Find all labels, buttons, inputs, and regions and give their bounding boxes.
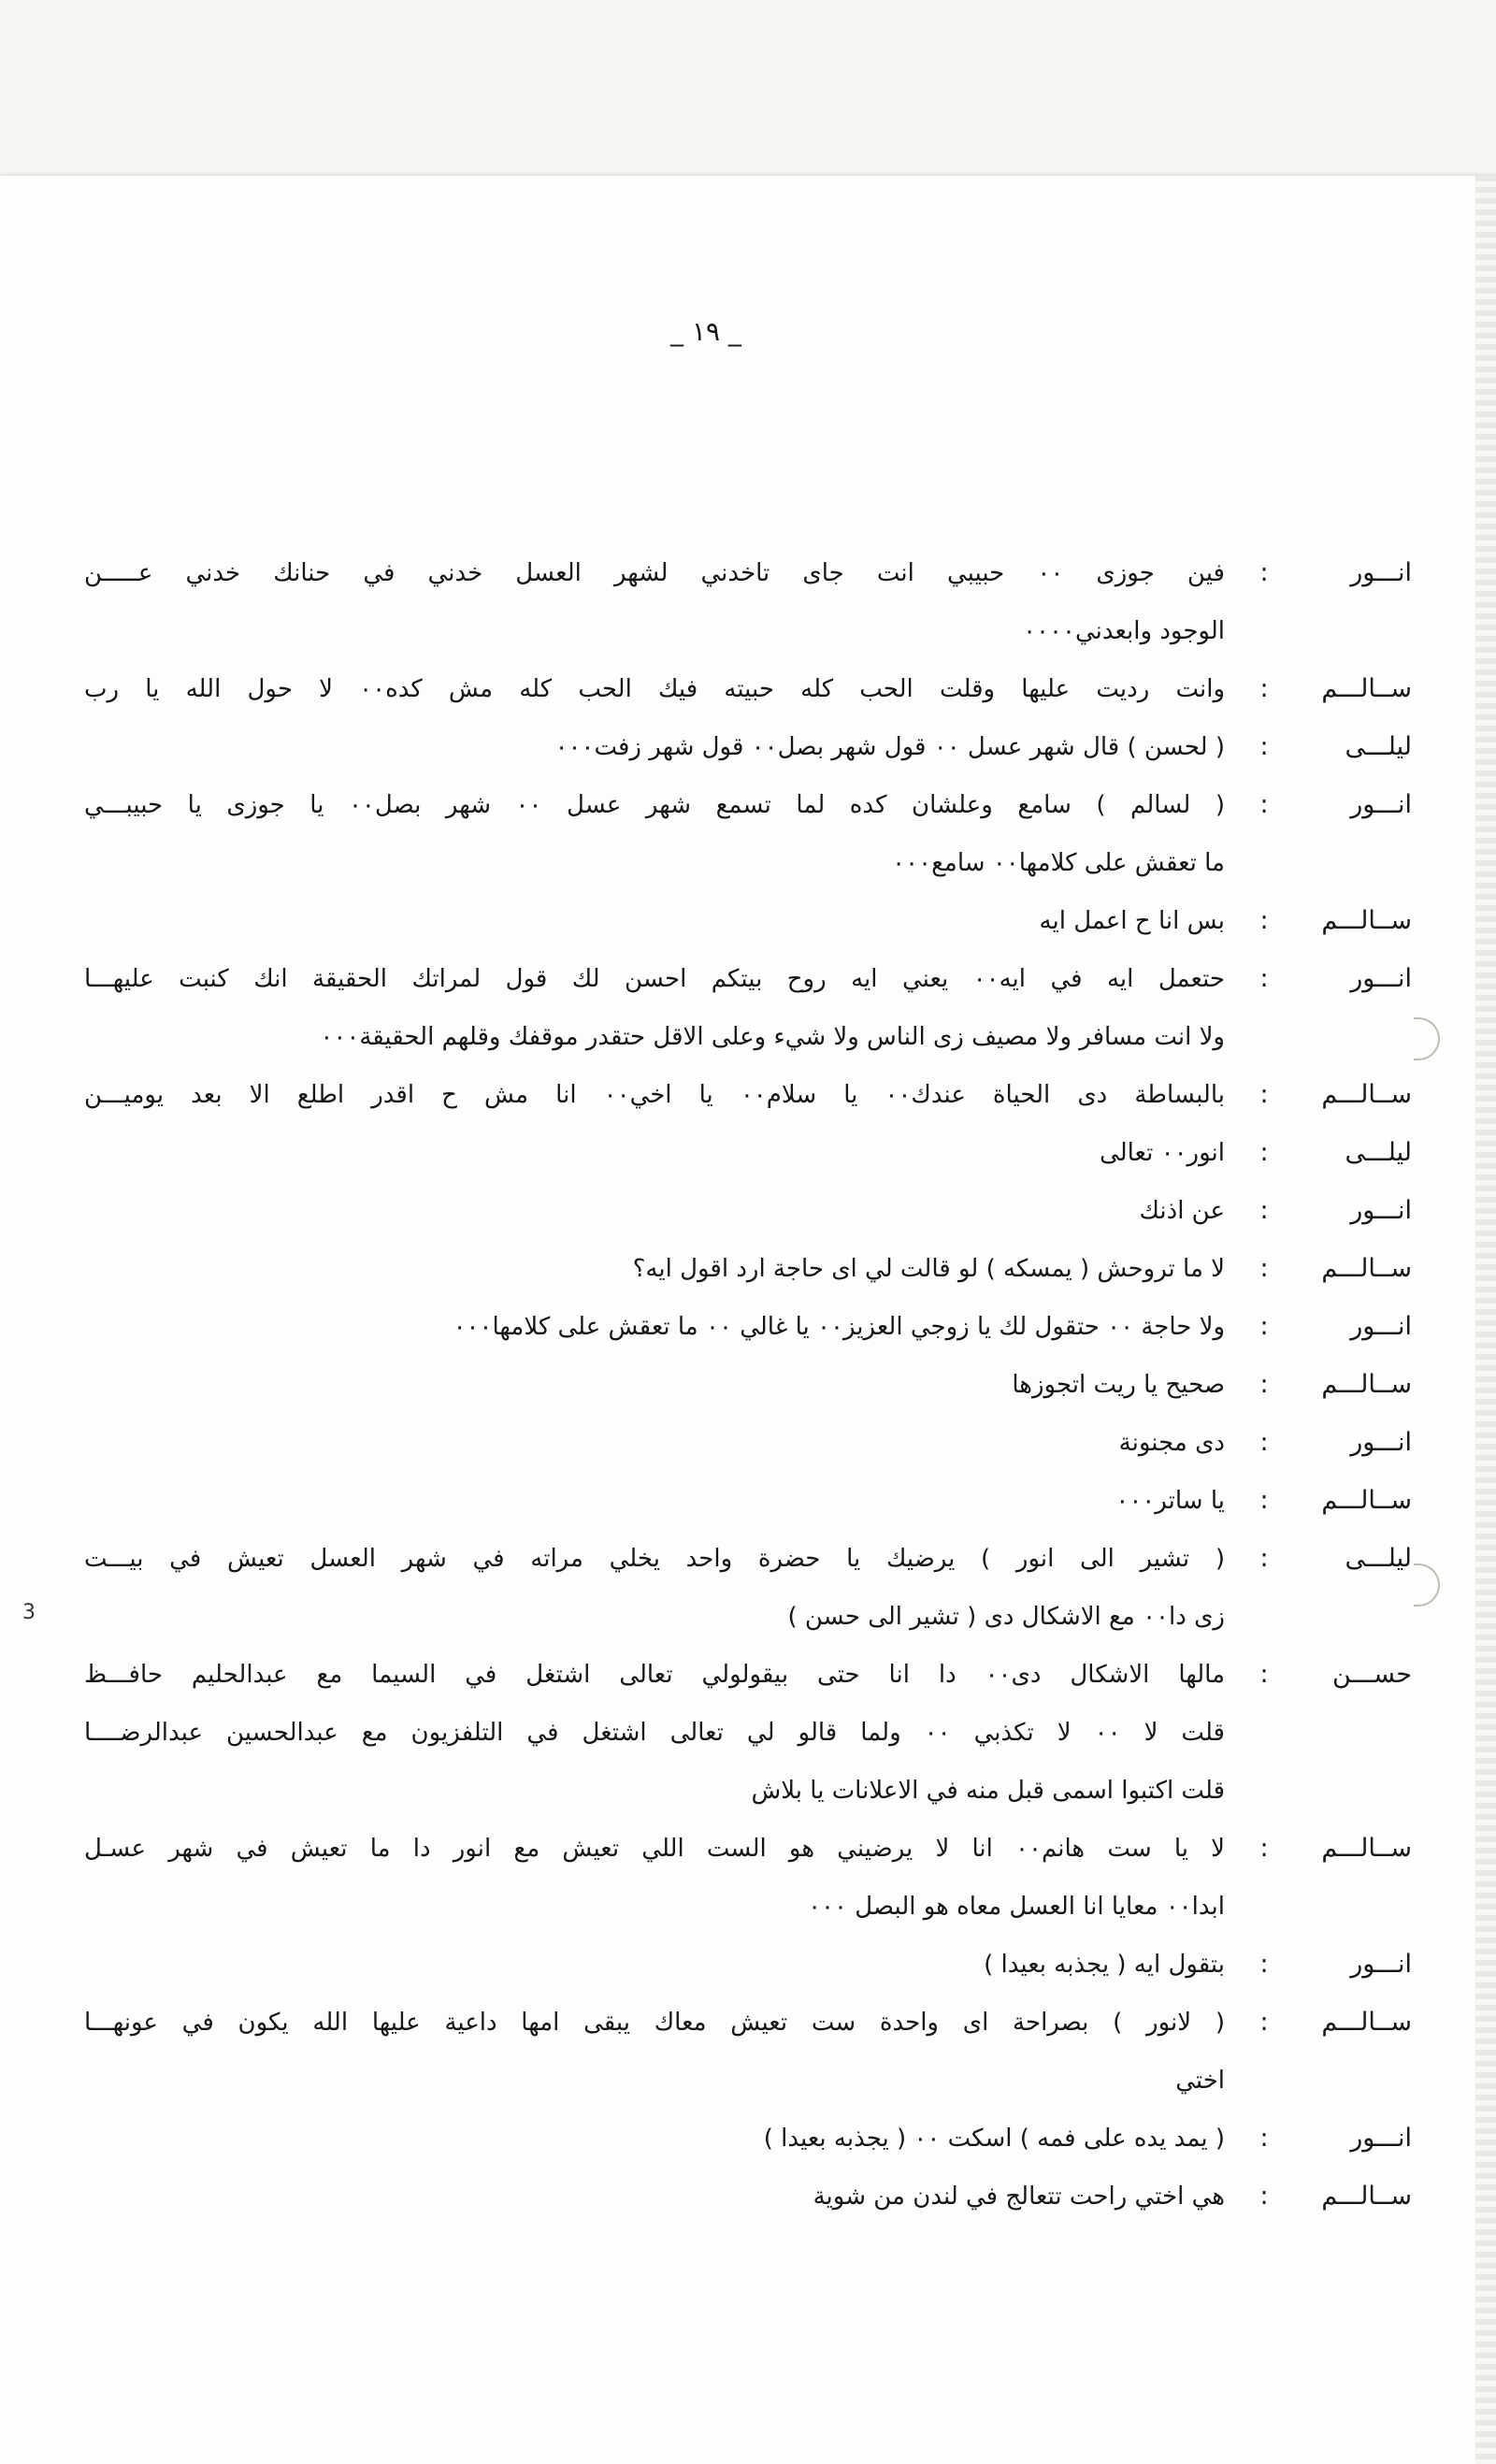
dialogue-text: لا ما تروحش ( يمسكه ) لو قالت لي اى حاجة ارد اقول ايه؟	[632, 1255, 1225, 1283]
dialogue-text: ولا انت مسافر ولا مصيف زى الناس ولا شيء وعلى الاقل حتقدر موقفك وقلهم الحقيقة٠٠٠	[320, 1023, 1225, 1051]
speaker-colon: :	[1259, 1950, 1269, 1979]
dialogue-text: وانت رديت عليها وقلت الحب كله حبيته فيك الحب كله مش كده٠٠ لا حول الله يا رب	[84, 675, 1225, 703]
speaker-name: ليلـــى	[1345, 1544, 1412, 1573]
dialogue-line	[84, 1472, 1412, 1530]
speaker-name: ســالـــم	[1321, 1486, 1412, 1515]
dialogue-text: ( لسالم ) سامع وعلشان كده لما تسمع شهر عسل ٠٠ شهر بصل٠٠ يا جوزى يا حبيبـــي	[84, 791, 1225, 819]
dialogue-text: بس انا ح اعمل ايه	[1039, 907, 1225, 935]
dialogue-line	[84, 1182, 1412, 1240]
dialogue-text: ( لحسن ) قال شهر عسل ٠٠ قول شهر بصل٠٠ قول شهر زفت٠٠٠	[554, 733, 1225, 761]
dialogue-text: اختي	[1175, 2067, 1225, 2095]
speaker-colon: :	[1259, 1834, 1269, 1863]
dialogue-text: انور٠٠ تعالى	[1100, 1139, 1225, 1167]
speaker-name: ســالـــم	[1321, 2008, 1412, 2037]
dialogue-line	[84, 1414, 1412, 1472]
dialogue-text: ابدا٠٠ معايا انا العسل معاه هو البصل ٠٠٠	[808, 1893, 1225, 1921]
dialogue-line	[84, 660, 1412, 718]
dialogue-line	[84, 1588, 1412, 1646]
dialogue-line	[84, 1066, 1412, 1124]
speaker-name: انـــور	[1350, 1950, 1412, 1979]
speaker-colon: :	[1259, 1544, 1269, 1573]
speaker-name: انـــور	[1350, 1312, 1412, 1341]
dialogue-line	[84, 834, 1412, 892]
speaker-colon: :	[1259, 2008, 1269, 2037]
dialogue-text: بتقول ايه ( يجذبه بعيدا )	[984, 1951, 1225, 1979]
speaker-colon: :	[1259, 1254, 1269, 1283]
dialogue-line	[84, 776, 1412, 834]
speaker-name: انـــور	[1350, 1196, 1412, 1225]
dialogue-text: الوجود وابعدني٠٠٠٠	[1023, 617, 1225, 645]
dialogue-line	[84, 1530, 1412, 1588]
speaker-name: ســالـــم	[1321, 1254, 1412, 1283]
dialogue-text: فين جوزى ٠٠ حبيبي انت جاى تاخدني لشهر العسل خدني في حنانك خدني عـــــن	[84, 559, 1225, 587]
dialogue-text: ما تعقش على كلامها٠٠ سامع٠٠٠	[892, 849, 1225, 877]
speaker-colon: :	[1259, 2124, 1269, 2153]
dialogue-text: زى دا٠٠ مع الاشكال دى ( تشير الى حسن )	[787, 1603, 1225, 1631]
margin-mark: 3	[22, 1601, 36, 1624]
speaker-colon: :	[1259, 1312, 1269, 1341]
speaker-colon: :	[1259, 964, 1269, 993]
dialogue-line	[84, 1646, 1412, 1704]
dialogue-text: ( لانور ) بصراحة اى واحدة ست تعيش معاك يبقى امها داعية عليها الله يكون في عونهـــا	[84, 2009, 1225, 2037]
dialogue-line	[84, 1704, 1412, 1762]
speaker-name: انـــور	[1350, 1428, 1412, 1457]
speaker-name: انـــور	[1350, 558, 1412, 587]
speaker-name: ســالـــم	[1321, 1370, 1412, 1399]
dialogue-line	[84, 2110, 1412, 2168]
speaker-name: ليلـــى	[1345, 1138, 1412, 1167]
dialogue-text: بالبساطة دى الحياة عندك٠٠ يا سلام٠٠ يا اخي٠٠ انا مش ح اقدر اطلع الا بعد يوميـــن	[84, 1081, 1225, 1109]
dialogue-line	[84, 1936, 1412, 1994]
dialogue-text: ( يمد يده على فمه ) اسكت ٠٠ ( يجذبه بعيدا )	[763, 2125, 1225, 2153]
dialogue-line	[84, 1356, 1412, 1414]
speaker-name: ليلـــى	[1345, 732, 1412, 761]
speaker-colon: :	[1259, 2182, 1269, 2211]
dialogue-text: ولا حاجة ٠٠ حتقول لك يا زوجي العزيز٠٠ يا غالي ٠٠ ما تعقش على كلامها٠٠٠	[453, 1313, 1225, 1341]
speaker-name: انـــور	[1350, 2124, 1412, 2153]
dialogue-text: قلت لا ٠٠ لا تكذبي ٠٠ ولما قالو لي تعالى اشتغل في التلفزيون مع عبدالحسين عبدالرضــــا	[84, 1719, 1225, 1747]
dialogue-line	[84, 1994, 1412, 2052]
speaker-colon: :	[1259, 790, 1269, 819]
dialogue-text: لا يا ست هانم٠٠ انا لا يرضيني هو الست اللي تعيش مع انور دا ما تعيش في شهر عسـل	[84, 1835, 1225, 1863]
dialogue-line	[84, 1124, 1412, 1182]
dialogue-line	[84, 1878, 1412, 1936]
speaker-name: ســالـــم	[1321, 674, 1412, 703]
speaker-name: ســالـــم	[1321, 1080, 1412, 1109]
dialogue-text: قلت اكتبوا اسمى قبل منه في الاعلانات يا بلاش	[751, 1777, 1225, 1805]
dialogue-line	[84, 1820, 1412, 1878]
speaker-colon: :	[1259, 1370, 1269, 1399]
dialogue-text: حتعمل ايه في ايه٠٠ يعني ايه روح بيتكم احسن لك قول لمراتك الحقيقة انك كنبت عليهـــا	[84, 965, 1225, 993]
dialogue-line	[84, 892, 1412, 950]
dialogue-line	[84, 544, 1412, 602]
speaker-colon: :	[1259, 1428, 1269, 1457]
speaker-colon: :	[1259, 674, 1269, 703]
speaker-name: ســالـــم	[1321, 906, 1412, 935]
speaker-colon: :	[1259, 732, 1269, 761]
dialogue-line	[84, 950, 1412, 1008]
dialogue-line	[84, 2168, 1412, 2226]
speaker-colon: :	[1259, 1196, 1269, 1225]
dialogue-line	[84, 602, 1412, 660]
speaker-name: ســالـــم	[1321, 1834, 1412, 1863]
dialogue-text: دى مجنونة	[1118, 1429, 1225, 1457]
page-number: _ ١٩ _	[670, 316, 741, 347]
dialogue-line	[84, 1298, 1412, 1356]
speaker-colon: :	[1259, 1080, 1269, 1109]
dialogue-text: ( تشير الى انور ) يرضيك يا حضرة واحد يخلي مراته في شهر العسل تعيش في بيـــت	[84, 1545, 1225, 1573]
dialogue-line	[84, 1762, 1412, 1820]
dialogue-line	[84, 718, 1412, 776]
speaker-colon: :	[1259, 906, 1269, 935]
dialogue-text: يا ساتر٠٠٠	[1115, 1487, 1225, 1515]
dialogue-text: عن اذنك	[1139, 1197, 1225, 1225]
dialogue-text: هي اختي راحت تتعالج في لندن من شوية	[813, 2183, 1225, 2211]
dialogue-line	[84, 2052, 1412, 2110]
speaker-colon: :	[1259, 1138, 1269, 1167]
dialogue-line	[84, 1240, 1412, 1298]
speaker-name: حســـن	[1331, 1660, 1412, 1689]
dialogue-text: مالها الاشكال دى٠٠ دا انا حتى بيقولولي تعالى اشتغل في السيما مع عبدالحليم حافـــظ	[84, 1661, 1225, 1689]
speaker-colon: :	[1259, 1660, 1269, 1689]
speaker-name: انـــور	[1350, 790, 1412, 819]
speaker-colon: :	[1259, 1486, 1269, 1515]
speaker-colon: :	[1259, 558, 1269, 587]
speaker-name: انـــور	[1350, 964, 1412, 993]
dialogue-text: صحيح يا ريت اتجوزها	[1012, 1371, 1225, 1399]
dialogue-line	[84, 1008, 1412, 1066]
speaker-name: ســالـــم	[1321, 2182, 1412, 2211]
